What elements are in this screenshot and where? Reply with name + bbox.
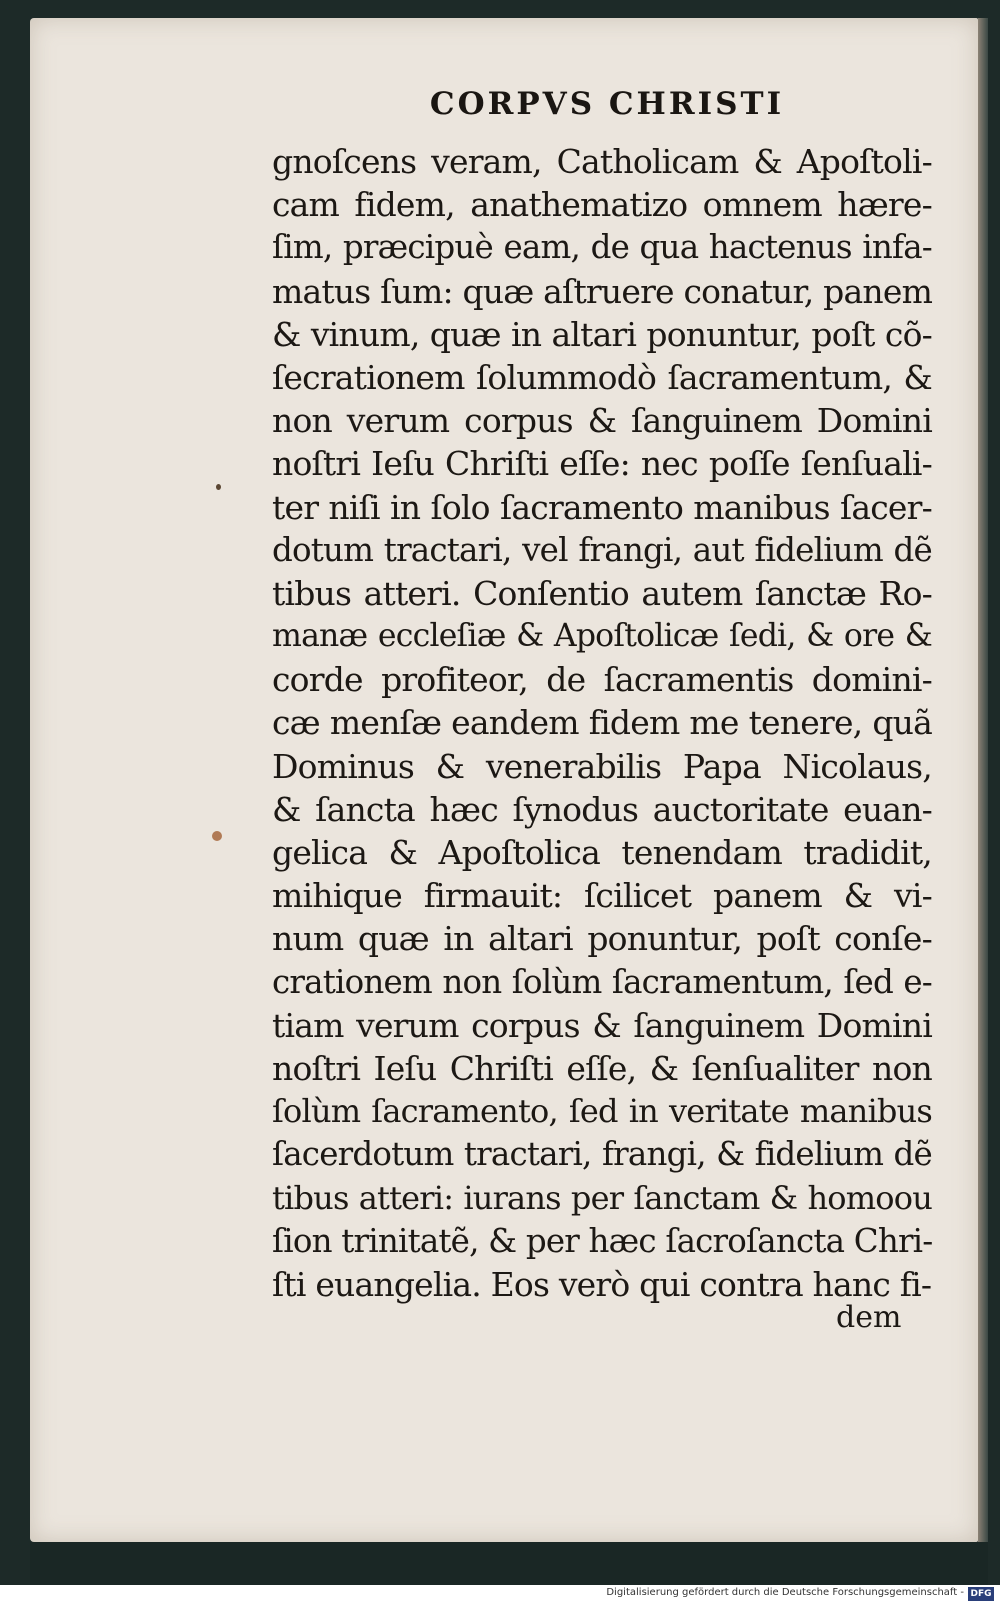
text-line: ſacerdotum tractari, frangi, & fidelium dẽ [272, 1135, 932, 1174]
text-line: & vinum, quæ in altari ponuntur, poſt cõ- [272, 314, 932, 354]
text-line: noſtri Ieſu Chriſti eſſe: nec poſſe ſenſuali- [272, 444, 932, 484]
text-line: non verum corpus & ſanguinem Domini [272, 401, 932, 441]
text-line: noſtri Ieſu Chriſti eſſe, & ſenſualiter non [272, 1048, 932, 1088]
text-line: ſim, præcipuè eam, de qua hactenus infa- [272, 228, 932, 267]
dfg-logo: DFG [968, 1587, 994, 1601]
text-line: tiam verum corpus & ſanguinem Domini [272, 1005, 932, 1045]
text-line: ſion trinitatẽ, & per hæc ſacroſancta Chri- [272, 1221, 933, 1260]
text-line: num quæ in altari ponuntur, poſt conſe- [272, 919, 932, 959]
page-fore-edge [978, 18, 988, 1542]
text-line: Dominus & venerabilis Papa Nicolaus, [272, 746, 932, 786]
text-line: manæ eccleſiæ & Apoſtolicæ ſedi, & ore & [272, 618, 932, 655]
ink-spot [212, 831, 222, 841]
running-head: CORPVS CHRISTI [429, 86, 785, 122]
text-line: cæ menſæ eandem fidem me tenere, quã [272, 703, 932, 743]
text-line: ſecrationem ſolummodò ſacramentum, & [272, 357, 932, 397]
footer-credit: Digitalisierung gefördert durch die Deutsche Forschungsgemeinschaft - [606, 1587, 964, 1598]
text-line: matus ſum: quæ aſtruere conatur, panem [272, 271, 933, 311]
text-line: tibus atteri: iurans per ſanctam & homoou [272, 1178, 932, 1217]
text-line: ſti euangelia. Eos verò qui contra hanc fi- [272, 1264, 932, 1304]
body-text [272, 140, 932, 1306]
text-line: cam fidem, anathematizo omnem hære- [272, 185, 932, 225]
catchword: dem [836, 1300, 902, 1335]
text-line: tibus atteri. Conſentio autem ſanctæ Ro- [272, 573, 932, 613]
text-line: crationem non ſolùm ſacramentum, ſed e- [272, 962, 932, 1001]
text-line: gelica & Apoſtolica tenendam tradidit, [272, 833, 932, 872]
text-line: corde profiteor, de ſacramentis domini- [272, 660, 932, 700]
text-line: & ſancta hæc ſynodus auctoritate euan- [272, 789, 932, 829]
text-line: mihique firmauit: ſcilicet panem & vi- [272, 876, 932, 916]
text-line: dotum tractari, vel frangi, aut fidelium dẽ [272, 530, 932, 569]
page-bottom-shadow [30, 1542, 988, 1585]
text-line: ter niſi in ſolo ſacramento manibus ſacer- [272, 487, 932, 527]
text-line: ſolùm ſacramento, ſed in veritate manibus [272, 1092, 932, 1131]
ink-spot [216, 484, 221, 490]
text-line: gnoſcens veram, Catholicam & Apoſtoli- [272, 142, 932, 181]
footer-bar [0, 1585, 1000, 1604]
